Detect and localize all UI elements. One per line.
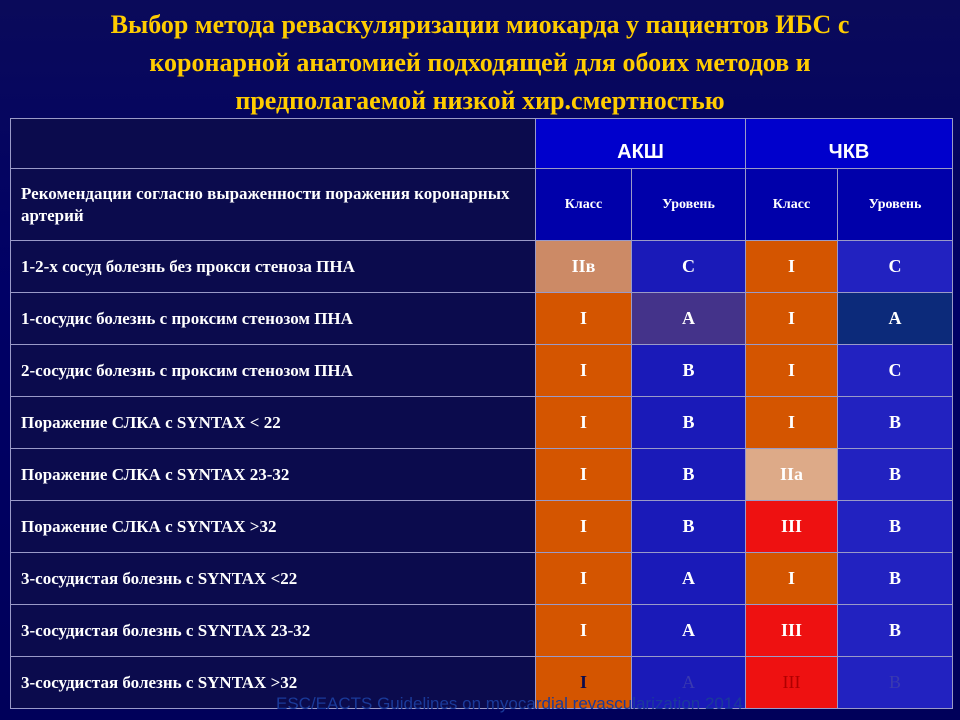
group-header-chkv	[746, 119, 953, 169]
row-label: 3-сосудистая болезнь с SYNTAX >32	[11, 657, 536, 709]
akh-level-cell: A	[632, 657, 746, 709]
akh-level-cell: B	[632, 449, 746, 501]
chkv-class-cell: I	[746, 553, 838, 605]
chkv-class-cell: III	[746, 605, 838, 657]
source-footer: ESC/EACTS Guidelines on myocardial revascularization 2014	[276, 694, 743, 713]
row-label: 1-сосудис болезнь с проксим стенозом ПНА	[11, 293, 536, 345]
akh-level-cell: A	[632, 605, 746, 657]
chkv-level-cell: B	[838, 657, 953, 709]
table-row	[11, 553, 953, 605]
akh-class-cell: I	[536, 657, 632, 709]
akh-class-cell: I	[536, 397, 632, 449]
chkv-level-cell: B	[838, 553, 953, 605]
col-akh-level: Уровень	[632, 169, 746, 241]
akh-level-cell: B	[632, 501, 746, 553]
row-label: Поражение СЛКА с SYNTAX 23-32	[11, 449, 536, 501]
akh-class-cell: I	[536, 293, 632, 345]
col-akh-class: Класс	[536, 169, 632, 241]
akh-class-cell: I	[536, 553, 632, 605]
akh-class-cell: I	[536, 449, 632, 501]
table-row	[11, 397, 953, 449]
title-line-3: предполагаемой низкой хир.смертностью	[235, 86, 725, 115]
row-label: 1-2-х сосуд болезнь без прокси стеноза ПНА	[11, 241, 536, 293]
akh-class-cell: I	[536, 501, 632, 553]
table-row	[11, 345, 953, 397]
group-header-row	[11, 119, 953, 169]
chkv-class-cell: I	[746, 293, 838, 345]
table-row	[11, 605, 953, 657]
akh-level-cell: B	[632, 345, 746, 397]
akh-class-cell: I	[536, 605, 632, 657]
chkv-class-cell: III	[746, 657, 838, 709]
chkv-class-cell: I	[746, 241, 838, 293]
header-label: Рекомендации согласно выраженности поражения коронарных артерий	[11, 169, 536, 241]
chkv-level-cell: B	[838, 397, 953, 449]
group-header-akh	[536, 119, 746, 169]
group-akh-label: АКШ	[617, 141, 664, 163]
chkv-class-cell: I	[746, 345, 838, 397]
row-label: 2-сосудис болезнь с проксим стенозом ПНА	[11, 345, 536, 397]
column-header-row	[11, 169, 953, 241]
chkv-level-cell: A	[838, 293, 953, 345]
col-chkv-level: Уровень	[838, 169, 953, 241]
akh-level-cell: C	[632, 241, 746, 293]
table-row	[11, 501, 953, 553]
table-row	[11, 241, 953, 293]
akh-class-cell: IIв	[536, 241, 632, 293]
akh-level-cell: A	[632, 293, 746, 345]
header-empty-cell	[11, 119, 536, 169]
chkv-class-cell: III	[746, 501, 838, 553]
row-label: 3-сосудистая болезнь с SYNTAX 23-32	[11, 605, 536, 657]
group-chkv-label: ЧКВ	[828, 141, 870, 163]
slide-title	[0, 6, 960, 120]
row-label: Поражение СЛКА с SYNTAX >32	[11, 501, 536, 553]
table-row	[11, 449, 953, 501]
title-line-2: коронарной анатомией подходящей для обоих методов и	[149, 48, 811, 77]
akh-class-cell: I	[536, 345, 632, 397]
col-chkv-class: Класс	[746, 169, 838, 241]
table-row	[11, 293, 953, 345]
row-label: 3-сосудистая болезнь с SYNTAX <22	[11, 553, 536, 605]
title-line-1: Выбор метода реваскуляризации миокарда у пациентов ИБС с	[110, 10, 850, 39]
chkv-level-cell: B	[838, 449, 953, 501]
chkv-level-cell: C	[838, 345, 953, 397]
chkv-class-cell: I	[746, 397, 838, 449]
akh-level-cell: A	[632, 553, 746, 605]
akh-level-cell: B	[632, 397, 746, 449]
chkv-class-cell: IIa	[746, 449, 838, 501]
chkv-level-cell: B	[838, 501, 953, 553]
chkv-level-cell: C	[838, 241, 953, 293]
chkv-level-cell: B	[838, 605, 953, 657]
recommendations-table	[10, 118, 953, 709]
row-label: Поражение СЛКА с SYNTAX < 22	[11, 397, 536, 449]
